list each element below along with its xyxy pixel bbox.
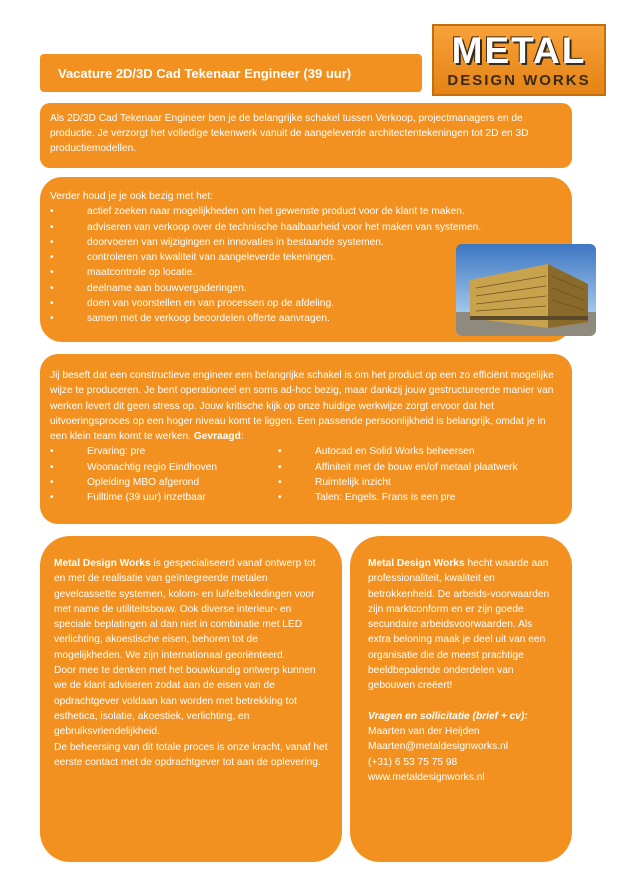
contact-name: Maarten van der Heijden [368,725,480,737]
company-logo [432,24,606,96]
requirements-right-list [278,444,558,505]
list-item: • actief zoeken naar mogelijkheden om het gewenste product voor de klant te maken. [50,204,562,219]
company-section [40,536,342,862]
tasks-heading: Verder houd je je ook bezig met het: [50,191,214,202]
list-item: • doorvoeren van wijzigingen en innovaties in bestaande systemen. [50,235,562,250]
building-image [456,244,596,336]
intro-text: Als 2D/3D Cad Tekenaar Engineer ben je de belangrijke schakel tussen Verkoop, projectmanagers en de productie. Je verzorgt het volledige tekenwerk vanuit de aangeleverde architectentekeningen tot 2D en 3D productiemodellen. [50,113,529,154]
company-paragraph: Door mee te denken met het bouwkundig ontwerp kunnen we de klant adviseren zodat aan de eisen van de opdrachtgever voldaan kan worden met betrekking tot esthetica, isolatie, akoestiek, verlichting, en gebruiksvriendelijkheid. [54,665,316,738]
intro-section [40,103,572,168]
contact-section [350,536,572,862]
profile-text: Jij beseft dat een constructieve engineer een belangrijke schakel is om het product op een zo efficiënt mogelijke wijze te produceren. Je bent operationeel en soms ad-hoc bezig, maar dankzij jouw gestructureerde manier van werken levert dit geen stress op. Jouw kritische kijk op onze huidige werkwijze zorgt ervoor dat het uitvoeringsproces op een hoger niveau komt te liggen. Een passende persoonlijkheid is belangrijk, omdat je in een klein team komt te werken. Gevraagd: [50,370,554,443]
company-name: Metal Design Works [54,558,151,569]
logo-metal-text: METAL [451,30,587,71]
requirements-left-list [50,444,278,505]
contact-phone[interactable]: (+31) 6 53 75 75 98 [368,756,458,768]
vacancy-title: Vacature 2D/3D Cad Tekenaar Engineer (39 uur) [58,65,352,81]
company-paragraph: Metal Design Works is gespecialiseerd vanaf ontwerp tot en met de realisatie van geïntegreerde metalen gevelcassette systemen, kolom- en luifelbekledingen voor met name de utiliteitsbouw. Ook diverse interieur- en speciale beplatingen al dan niet in combinatie met LED verlichting, akoestische eisen, behoren tot de mogelijkheden. We zijn internationaal georiënteerd. [54,558,316,661]
list-item: • Ruimtelijk inzicht [278,475,558,490]
list-item: • Opleiding MBO afgerond [50,475,278,490]
contact-heading: Vragen en sollicitatie (brief + cv): [368,710,528,722]
required-label: Gevraagd [193,431,241,443]
list-item: • Autocad en Solid Works beheersen [278,444,558,459]
company-paragraph: De beheersing van dit totale proces is onze kracht, vanaf het eerste contact met de opdrachtgever tot aan de oplevering. [54,741,328,768]
profile-section [40,354,572,524]
page-title [40,54,422,92]
requirements [50,444,562,505]
logo-design-works-text: DESIGN WORKS [447,72,591,89]
list-item: • Talen: Engels. Frans is een pre [278,490,558,505]
list-item: • Ervaring: pre [50,444,278,459]
list-item: • samen met de verkoop beoordelen offerte aanvragen. [50,311,562,326]
list-item: • maatcontrole op locatie. [50,265,562,280]
contact-email[interactable]: Maarten@metaldesignworks.nl [368,741,509,753]
company-name: Metal Design Works [368,558,465,569]
building-photo [456,244,596,336]
contact-website[interactable]: www.metaldesignworks.nl [368,771,485,783]
list-item: • Woonachtig regio Eindhoven [50,460,278,475]
benefits-paragraph: Metal Design Works hecht waarde aan professionaliteit, kwaliteit en betrokkenheid. De arbeids-voorwaarden zijn marktconform en er zijn goede secundaire arbeidsvoorwaarden. Als extra beloning maak je deel uit van een organisatie die de meest prachtige beeldbepalende onderdelen van gebouwen creëert! [368,558,550,692]
list-item: • doen van voorstellen en van processen op de afdeling. [50,296,562,311]
list-item: • Fulltime (39 uur) inzetbaar [50,490,278,505]
list-item: • deelname aan bouwvergaderingen. [50,281,562,296]
list-item: • adviseren van verkoop over de technische haalbaarheid voor het maken van systemen. [50,220,562,235]
list-item: • Affiniteit met de bouw en/of metaal plaatwerk [278,460,558,475]
list-item: • controleren van kwaliteit van aangeleverde tekeningen. [50,250,562,265]
